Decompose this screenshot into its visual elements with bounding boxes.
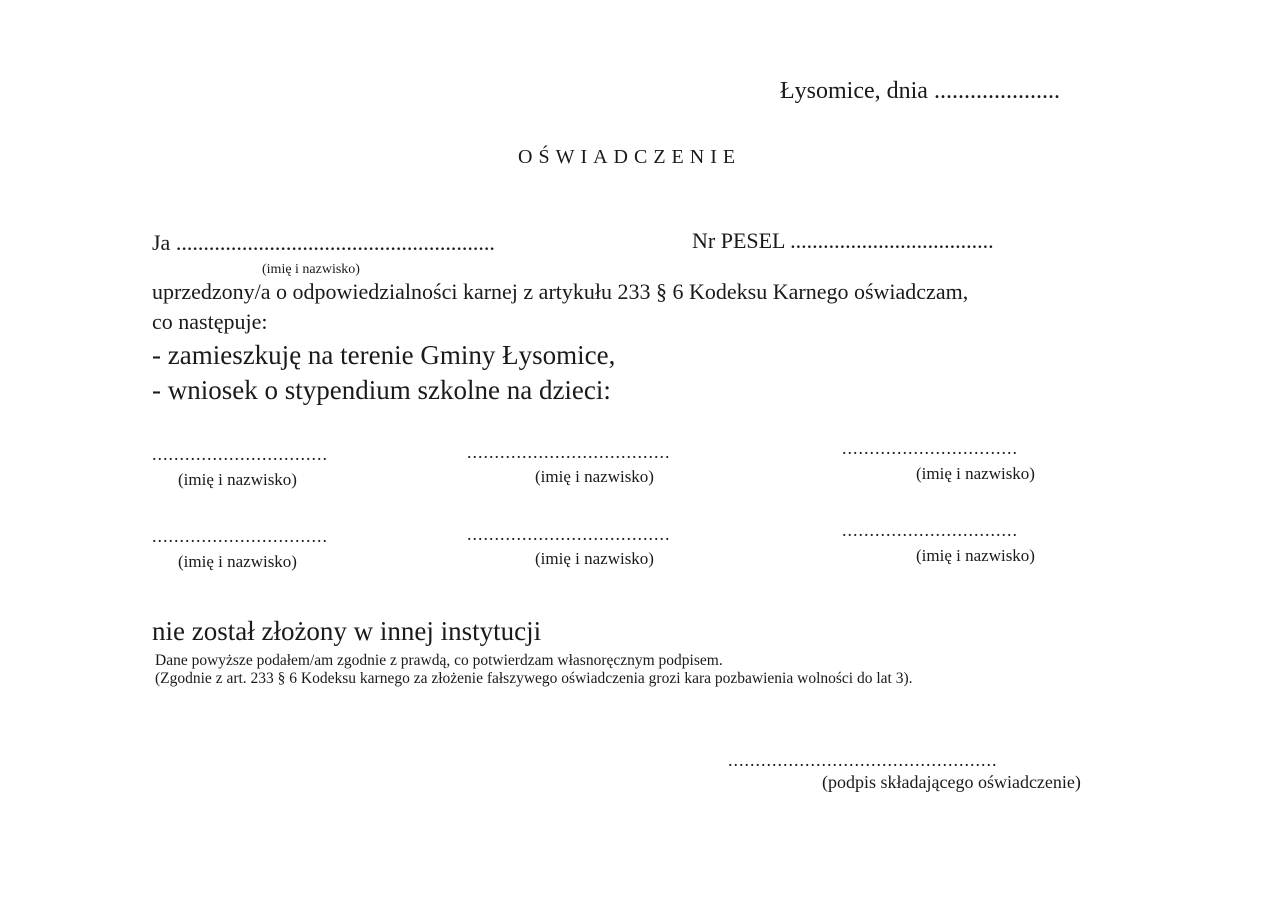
truth-confirmation: Dane powyższe podałem/am zgodnie z prawdą, co potwierdzam własnoręcznym podpisem.: [155, 652, 723, 669]
signature-line: .................................................: [728, 750, 998, 770]
declaration-text-line-1: uprzedzony/a o odpowiedzialności karnej z artykułu 233 § 6 Kodeksu Karnego oświadczam,: [152, 279, 969, 304]
scholarship-statement: - wniosek o stypendium szkolne na dzieci:: [152, 375, 611, 405]
child-4-caption: (imię i nazwisko): [178, 552, 297, 571]
not-submitted-statement: nie został złożony w innej instytucji: [152, 616, 542, 646]
signature-caption: (podpis składającego oświadczenie): [822, 772, 1081, 792]
residence-statement: - zamieszkuję na terenie Gminy Łysomice,: [152, 340, 616, 370]
child-6-name-line: ................................: [842, 520, 1018, 540]
child-2-name-line: .....................................: [467, 442, 671, 462]
child-1-caption: (imię i nazwisko): [178, 470, 297, 489]
child-6-caption: (imię i nazwisko): [916, 546, 1035, 565]
child-4-name-line: ................................: [152, 526, 328, 546]
declarant-name-line: Ja ..........................................................: [152, 230, 495, 255]
place-date-line: Łysomice, dnia .....................: [780, 78, 1060, 104]
child-5-caption: (imię i nazwisko): [535, 549, 654, 568]
document-title: OŚWIADCZENIE: [518, 146, 742, 168]
child-3-caption: (imię i nazwisko): [916, 464, 1035, 483]
child-2-caption: (imię i nazwisko): [535, 467, 654, 486]
pesel-line: Nr PESEL .....................................: [692, 228, 994, 253]
child-5-name-line: .....................................: [467, 524, 671, 544]
declarant-name-caption: (imię i nazwisko): [262, 262, 360, 277]
legal-warning: (Zgodnie z art. 233 § 6 Kodeksu karnego za złożenie fałszywego oświadczenia grozi kara pozbawienia wolności do lat 3).: [155, 670, 913, 687]
declaration-text-line-2: co następuje:: [152, 309, 268, 334]
child-3-name-line: ................................: [842, 438, 1018, 458]
child-1-name-line: ................................: [152, 444, 328, 464]
